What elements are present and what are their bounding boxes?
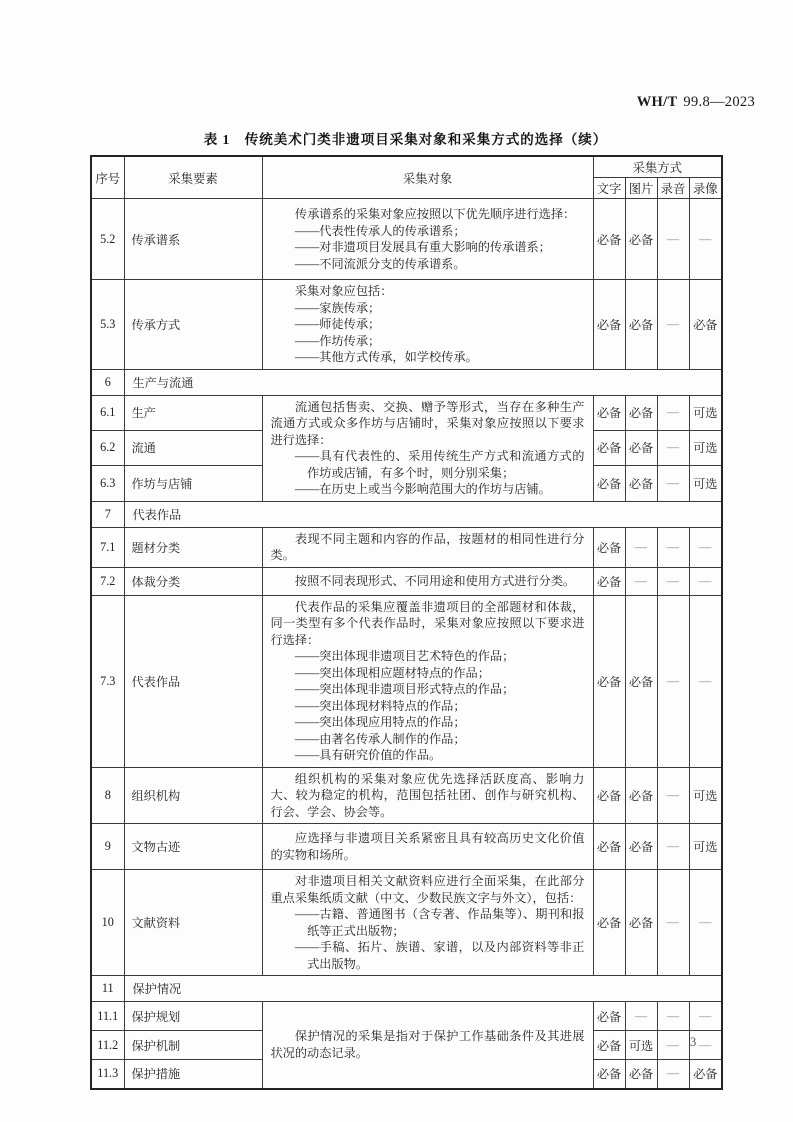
object-item: ——突出体现非遗项目艺术特色的作品； bbox=[294, 649, 515, 663]
row-number-cell: 11.2 bbox=[91, 1031, 124, 1060]
element-cell: 保护措施 bbox=[124, 1060, 262, 1089]
method-text-cell: 必备 bbox=[593, 199, 625, 280]
method-audio-cell: — bbox=[657, 395, 689, 430]
row-number-cell: 11.1 bbox=[91, 1002, 124, 1031]
row-number-cell: 8 bbox=[91, 767, 124, 824]
method-text-cell: 必备 bbox=[593, 870, 625, 976]
object-item: ——具有研究价值的作品。 bbox=[294, 748, 442, 762]
col-header-element: 采集要素 bbox=[124, 156, 262, 199]
object-text: 表现不同主题和内容的作品，按题材的相同性进行分类。 bbox=[270, 531, 585, 562]
element-cell: 组织机构 bbox=[124, 767, 262, 824]
object-item: ——突出体现相应题材特点的作品； bbox=[294, 665, 490, 680]
page-number: 3 bbox=[690, 1035, 697, 1049]
object-item: ——在历史上或当今影响范围大的作坊与店铺。 bbox=[294, 482, 551, 496]
row-number-cell: 11 bbox=[91, 976, 124, 1002]
table-title: 表 1 传统美术门类非遗项目采集对象和采集方式的选择（续） bbox=[203, 132, 608, 147]
method-audio-cell: — bbox=[657, 1031, 689, 1060]
element-cell: 传承谱系 bbox=[124, 199, 262, 280]
object-item: ——具有代表性的、采用传统生产方式和流通方式的作坊或店铺，有多个时，则分别采集； bbox=[294, 449, 585, 480]
row-number-cell: 6.3 bbox=[91, 466, 124, 501]
object-item: ——不同流派分支的传承谱系。 bbox=[294, 256, 466, 271]
method-video-cell: 可选 bbox=[689, 824, 722, 870]
object-cell bbox=[262, 824, 593, 870]
object-item: ——作坊传承； bbox=[294, 333, 381, 348]
doc-code-prefix: WH/T bbox=[636, 94, 678, 110]
element-cell: 流通 bbox=[124, 430, 262, 465]
method-picture-cell: 必备 bbox=[625, 824, 657, 870]
method-text-cell: 必备 bbox=[593, 395, 625, 430]
object-item: ——手稿、拓片、族谱、家谱，以及内部资料等非正式出版物。 bbox=[294, 940, 585, 971]
object-intro: 流通包括售卖、交换、赠予等形式，当存在多种生产流通方式或众多作坊与店铺时，采集对象应按照以下要求进行选择： bbox=[270, 399, 585, 447]
object-item: ——由著名传承人制作的作品； bbox=[294, 731, 466, 746]
method-audio-cell: — bbox=[657, 1060, 689, 1089]
object-cell bbox=[262, 595, 593, 767]
section-row bbox=[91, 369, 722, 395]
method-text-cell: 必备 bbox=[593, 1031, 625, 1060]
method-picture-cell: — bbox=[625, 527, 657, 567]
table-header-row bbox=[91, 156, 722, 178]
table-row bbox=[91, 567, 722, 595]
method-text-cell: 必备 bbox=[593, 767, 625, 824]
table-row bbox=[91, 870, 722, 976]
element-cell: 体裁分类 bbox=[124, 567, 262, 595]
method-audio-cell: — bbox=[657, 767, 689, 824]
object-item: ——古籍、普通图书（含专著、作品集等）、期刊和报纸等正式出版物； bbox=[294, 907, 585, 938]
element-cell: 作坊与店铺 bbox=[124, 466, 262, 501]
method-video-cell: — bbox=[689, 567, 722, 595]
object-cell bbox=[262, 527, 593, 567]
object-item: ——突出体现非遗项目形式特点的作品； bbox=[294, 682, 515, 696]
object-intro: 代表作品的采集应覆盖非遗项目的全部题材和体裁，同一类型有多个代表作品时，采集对象应按照以下要求进行选择： bbox=[270, 599, 585, 647]
object-intro: 采集对象应包括： bbox=[294, 284, 393, 298]
col-header-object: 采集对象 bbox=[262, 156, 593, 199]
object-item: ——其他方式传承，如学校传承。 bbox=[294, 350, 478, 364]
table-row bbox=[91, 395, 722, 430]
section-label: 代表作品 bbox=[124, 501, 722, 527]
section-row bbox=[91, 501, 722, 527]
method-audio-cell: — bbox=[657, 466, 689, 501]
object-cell bbox=[262, 199, 593, 280]
method-picture-cell: 必备 bbox=[625, 466, 657, 501]
method-text-cell: 必备 bbox=[593, 824, 625, 870]
object-cell-merged bbox=[262, 1002, 593, 1089]
col-header-picture: 图片 bbox=[625, 178, 657, 199]
table-row bbox=[91, 280, 722, 370]
col-header-audio: 录音 bbox=[657, 178, 689, 199]
method-picture-cell: — bbox=[625, 1002, 657, 1031]
method-picture-cell: 必备 bbox=[625, 767, 657, 824]
method-video-cell: — bbox=[689, 595, 722, 767]
col-header-no: 序号 bbox=[91, 156, 124, 199]
object-item: ——代表性传承人的传承谱系； bbox=[294, 223, 466, 238]
object-cell bbox=[262, 280, 593, 370]
method-audio-cell: — bbox=[657, 567, 689, 595]
method-text-cell: 必备 bbox=[593, 595, 625, 767]
table-row bbox=[91, 199, 722, 280]
row-number-cell: 6.1 bbox=[91, 395, 124, 430]
row-number-cell: 11.3 bbox=[91, 1060, 124, 1089]
method-text-cell: 必备 bbox=[593, 1060, 625, 1089]
row-number-cell: 5.2 bbox=[91, 199, 124, 280]
element-cell: 文物古迹 bbox=[124, 824, 262, 870]
method-video-cell: — bbox=[689, 199, 722, 280]
col-header-video: 录像 bbox=[689, 178, 722, 199]
object-intro: 对非遗项目相关文献资料应进行全面采集，在此部分重点采集纸质文献（中文、少数民族文字与外文），包括： bbox=[270, 874, 585, 905]
table-row bbox=[91, 767, 722, 824]
object-text: 按照不同表现形式、不同用途和使用方式进行分类。 bbox=[294, 573, 576, 588]
method-video-cell: 可选 bbox=[689, 395, 722, 430]
method-text-cell: 必备 bbox=[593, 527, 625, 567]
object-item: ——师徒传承； bbox=[294, 317, 381, 331]
element-cell: 生产 bbox=[124, 395, 262, 430]
method-video-cell: 可选 bbox=[689, 466, 722, 501]
element-cell: 代表作品 bbox=[124, 595, 262, 767]
method-picture-cell: 必备 bbox=[625, 430, 657, 465]
method-video-cell: 必备 bbox=[689, 1060, 722, 1089]
method-video-cell: 可选 bbox=[689, 767, 722, 824]
method-picture-cell: — bbox=[625, 567, 657, 595]
section-row bbox=[91, 976, 722, 1002]
method-picture-cell: 必备 bbox=[625, 280, 657, 370]
col-header-text: 文字 bbox=[593, 178, 625, 199]
object-text: 保护情况的采集是指对于保护工作基础条件及其进展状况的动态记录。 bbox=[270, 1029, 585, 1060]
row-number-cell: 10 bbox=[91, 870, 124, 976]
row-number-cell: 6.2 bbox=[91, 430, 124, 465]
section-label: 生产与流通 bbox=[124, 369, 722, 395]
table-row bbox=[91, 824, 722, 870]
method-audio-cell: — bbox=[657, 430, 689, 465]
method-video-cell: — bbox=[689, 870, 722, 976]
method-picture-cell: 必备 bbox=[625, 870, 657, 976]
method-video-cell: — bbox=[689, 1002, 722, 1031]
element-cell: 保护规划 bbox=[124, 1002, 262, 1031]
row-number-cell: 5.3 bbox=[91, 280, 124, 370]
doc-code-number: 99.8—2023 bbox=[683, 94, 755, 110]
method-video-cell: 可选 bbox=[689, 430, 722, 465]
section-label: 保护情况 bbox=[124, 976, 722, 1002]
table-row bbox=[91, 527, 722, 567]
object-cell-merged bbox=[262, 395, 593, 501]
object-text: 组织机构的采集对象应优先选择活跃度高、影响力大、较为稳定的机构，范围包括社团、创作与研究机构、行会、学会、协会等。 bbox=[270, 771, 585, 819]
col-header-method-group: 采集方式 bbox=[593, 156, 722, 178]
method-video-cell: — bbox=[689, 527, 722, 567]
object-cell bbox=[262, 767, 593, 824]
object-item: ——突出体现应用特点的作品； bbox=[294, 715, 466, 729]
method-video-cell: 必备 bbox=[689, 280, 722, 370]
row-number-cell: 7 bbox=[91, 501, 124, 527]
method-audio-cell: — bbox=[657, 280, 689, 370]
method-text-cell: 必备 bbox=[593, 280, 625, 370]
method-picture-cell: 必备 bbox=[625, 395, 657, 430]
method-text-cell: 必备 bbox=[593, 1002, 625, 1031]
object-item: ——对非遗项目发展具有重大影响的传承谱系； bbox=[294, 240, 551, 254]
element-cell: 文献资料 bbox=[124, 870, 262, 976]
method-audio-cell: — bbox=[657, 199, 689, 280]
method-audio-cell: — bbox=[657, 595, 689, 767]
method-text-cell: 必备 bbox=[593, 567, 625, 595]
object-text: 应选择与非遗项目关系紧密且具有较高历史文化价值的实物和场所。 bbox=[270, 831, 585, 862]
method-picture-cell: 必备 bbox=[625, 199, 657, 280]
row-number-cell: 7.3 bbox=[91, 595, 124, 767]
collection-table bbox=[90, 155, 723, 1090]
method-video-cell: — bbox=[689, 1031, 722, 1060]
element-cell: 保护机制 bbox=[124, 1031, 262, 1060]
object-item: ——家族传承； bbox=[294, 300, 381, 315]
row-number-cell: 7.1 bbox=[91, 527, 124, 567]
method-text-cell: 必备 bbox=[593, 466, 625, 501]
element-cell: 题材分类 bbox=[124, 527, 262, 567]
method-audio-cell: — bbox=[657, 824, 689, 870]
method-picture-cell: 可选 bbox=[625, 1031, 657, 1060]
table-row bbox=[91, 1002, 722, 1031]
table-row bbox=[91, 595, 722, 767]
method-text-cell: 必备 bbox=[593, 430, 625, 465]
object-cell bbox=[262, 870, 593, 976]
element-cell: 传承方式 bbox=[124, 280, 262, 370]
row-number-cell: 7.2 bbox=[91, 567, 124, 595]
row-number-cell: 6 bbox=[91, 369, 124, 395]
doc-code bbox=[637, 94, 755, 111]
object-intro: 传承谱系的采集对象应按照以下优先顺序进行选择： bbox=[294, 207, 576, 221]
method-audio-cell: — bbox=[657, 527, 689, 567]
method-picture-cell: 必备 bbox=[625, 595, 657, 767]
method-audio-cell: — bbox=[657, 1002, 689, 1031]
method-picture-cell: 必备 bbox=[625, 1060, 657, 1089]
object-cell bbox=[262, 567, 593, 595]
row-number-cell: 9 bbox=[91, 824, 124, 870]
method-audio-cell: — bbox=[657, 870, 689, 976]
object-item: ——突出体现材料特点的作品； bbox=[294, 698, 466, 713]
